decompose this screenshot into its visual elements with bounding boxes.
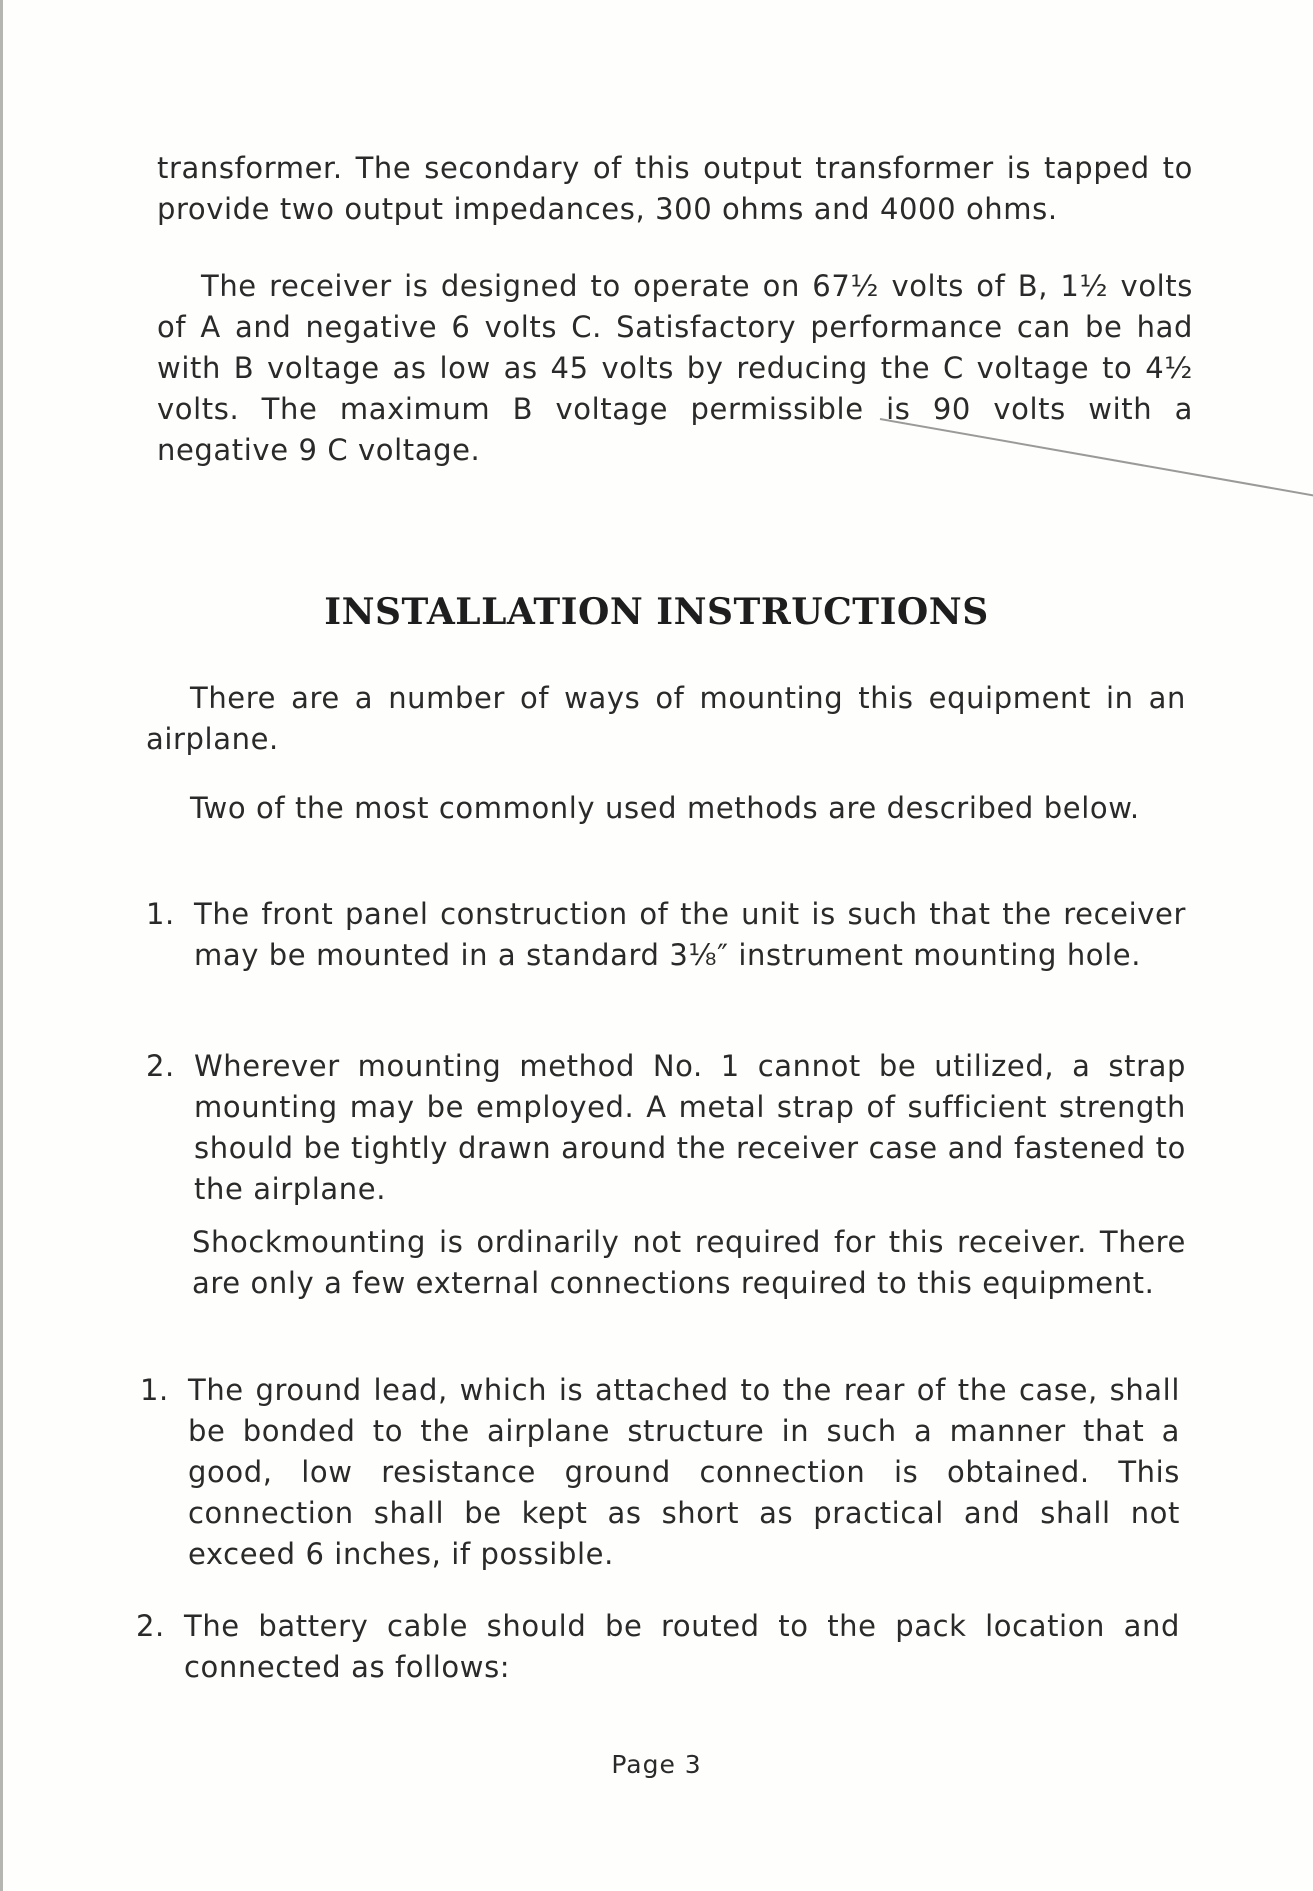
paragraph-voltage-specs: The receiver is designed to operate on 67½ volts of B, 1½ volts of A and negative 6 volts C. Satisfactory performance can be had with B voltage as low as 45 volts by reducing the C voltage to 4½ volts. The maximum B voltage permissible is 90 volts with a negative 9 C voltage. (157, 269, 1193, 467)
connection-step-1 (140, 1370, 1180, 1575)
section-heading: INSTALLATION INSTRUCTIONS (324, 591, 989, 633)
connection-step-2 (136, 1606, 1180, 1688)
list-item-text: The battery cable should be routed to the pack location and connected as follows: (184, 1609, 1180, 1684)
list-number: 1. (146, 897, 175, 931)
paragraph-shockmounting: Shockmounting is ordinarily not required for this receiver. There are only a few external connections required to this equipment. (192, 1225, 1186, 1300)
mounting-method-1 (146, 894, 1186, 976)
list-item-text: The front panel construction of the unit is such that the receiver may be mounted in a standard 3⅛″ instrument mounting hole. (194, 897, 1186, 972)
paragraph-transformer: transformer. The secondary of this output transformer is tapped to provide two output impedances, 300 ohms and 4000 ohms. (157, 151, 1193, 226)
list-number: 2. (146, 1049, 175, 1083)
list-item-text: Wherever mounting method No. 1 cannot be utilized, a strap mounting may be employed. A metal strap of sufficient strength should be tightly drawn around the receiver case and fastened to the airplane. (194, 1049, 1186, 1206)
mounting-method-2 (146, 1046, 1186, 1210)
paragraph-mounting-intro: There are a number of ways of mounting this equipment in an airplane. (146, 681, 1186, 756)
list-number: 1. (140, 1373, 169, 1407)
list-number: 2. (136, 1609, 165, 1643)
page-number: Page 3 (611, 1750, 702, 1779)
paragraph-methods-intro: Two of the most commonly used methods are described below. (190, 791, 1140, 825)
list-item-text: The ground lead, which is attached to the rear of the case, shall be bonded to the airplane structure in such a manner that a good, low resistance ground connection is obtained. This connection shall be kept as short as practical and shall not exceed 6 inches, if possible. (188, 1373, 1180, 1571)
page-edge (0, 0, 3, 1891)
